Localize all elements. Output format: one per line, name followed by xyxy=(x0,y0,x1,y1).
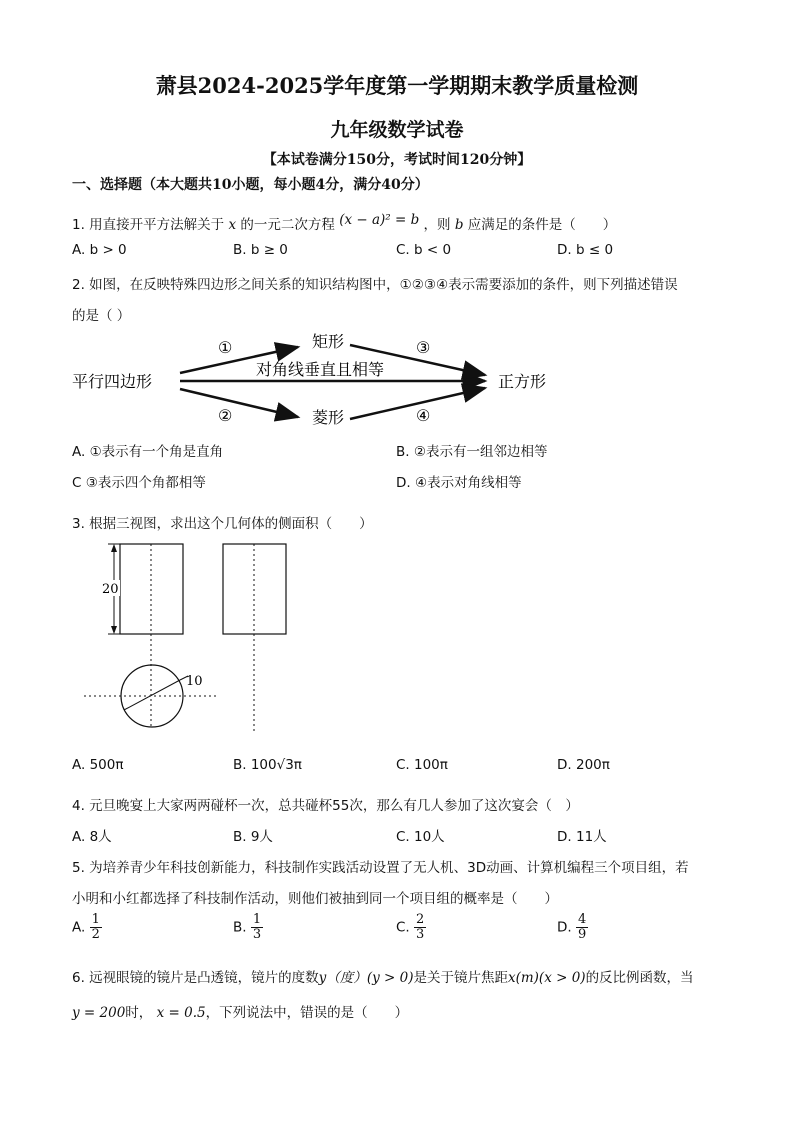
q6-y-degree: y（度） xyxy=(318,970,367,986)
exam-subtitle: 九年级数学试卷 xyxy=(330,119,464,141)
q4-option-b[interactable]: B. 9人 xyxy=(233,829,273,845)
fraction xyxy=(576,913,588,942)
option-label: B. xyxy=(233,919,247,936)
q3-option-a[interactable]: A. 500π xyxy=(72,757,124,773)
diagram-condition-4: ④ xyxy=(416,406,431,425)
q5-option-d[interactable] xyxy=(557,913,588,942)
question-1-stem xyxy=(72,213,616,233)
q2-option-a[interactable]: A. ①表示有一个角是直角 xyxy=(72,444,224,460)
diagram-rectangle-label: 矩形 xyxy=(312,332,345,351)
option-label: A. xyxy=(72,919,86,936)
quadrilateral-relation-diagram xyxy=(60,325,580,435)
question-2-stem-line1: 2. 如图，在反映特殊四边形之间关系的知识结构图中，①②③④表示需要添加的条件，则下列描述错误 xyxy=(72,277,678,293)
q1-equation: (x − a)² = b xyxy=(339,212,420,228)
q1-option-c[interactable]: C. b < 0 xyxy=(396,242,452,258)
exam-note: 【本试卷满分150分，考试时间120分钟】 xyxy=(262,152,532,168)
fraction xyxy=(90,913,102,942)
option-label: D. xyxy=(557,919,572,936)
q1-var-b: b xyxy=(454,217,464,233)
numerator: 1 xyxy=(91,912,100,927)
q1-var-x: x xyxy=(228,217,237,233)
question-6-stem-line1 xyxy=(72,966,694,986)
numerator: 2 xyxy=(416,912,425,927)
diagram-condition-2: ② xyxy=(218,406,233,425)
q4-option-c[interactable]: C. 10人 xyxy=(396,829,445,845)
q5-option-a[interactable] xyxy=(72,913,102,942)
q3-option-c[interactable]: C. 100π xyxy=(396,757,448,773)
question-5-stem-line1: 5. 为培养青少年科技创新能力，科技制作实践活动设置了无人机、3D动画、计算机编程三个项目组，若 xyxy=(72,860,689,876)
q2-option-c[interactable]: C ③表示四个角都相等 xyxy=(72,475,206,491)
q1-text-c: ，则 xyxy=(423,217,451,233)
q1-option-d[interactable]: D. b ≤ 0 xyxy=(557,242,614,258)
q1-option-a[interactable]: A. b > 0 xyxy=(72,242,127,258)
diagram-condition-1: ① xyxy=(218,338,233,357)
dim-arrow-up xyxy=(111,544,117,552)
numerator: 4 xyxy=(577,912,587,927)
q6-x-meters: x(m) xyxy=(507,970,539,986)
q4-option-d[interactable]: D. 11人 xyxy=(557,829,607,845)
q5-option-c[interactable] xyxy=(396,913,426,942)
radius-dimension-label: 10 xyxy=(186,674,203,689)
diagram-condition-3: ③ xyxy=(416,338,431,357)
question-5-stem-line2: 小明和小红都选择了科技制作活动，则他们被抽到同一个项目组的概率是（ ） xyxy=(72,891,558,907)
q2-option-b[interactable]: B. ②表示有一组邻边相等 xyxy=(396,444,548,460)
q1-option-b[interactable]: B. b ≥ 0 xyxy=(233,242,288,258)
denominator: 3 xyxy=(416,927,425,942)
denominator: 2 xyxy=(91,927,100,942)
dim-arrow-down xyxy=(111,626,117,634)
three-view-drawing xyxy=(78,538,298,738)
height-dimension-label: 20 xyxy=(102,582,119,597)
question-2-stem-line2: 的是（ ） xyxy=(72,308,131,324)
q6-text-c: 的反比例函数，当 xyxy=(585,970,694,986)
denominator: 9 xyxy=(577,927,587,942)
option-label: C. xyxy=(396,919,410,936)
q1-text-b: 的一元二次方程 xyxy=(240,217,335,233)
numerator: 1 xyxy=(252,912,262,927)
section-heading: 一、选择题（本大题共10小题，每小题4分，满分40分） xyxy=(72,177,429,193)
question-6-stem-line2 xyxy=(72,1001,408,1021)
question-3-stem: 3. 根据三视图，求出这个几何体的侧面积（ ） xyxy=(72,516,373,532)
fraction xyxy=(251,913,263,942)
q1-text-d: 应满足的条件是（ ） xyxy=(467,217,617,233)
diagram-rhombus-label: 菱形 xyxy=(312,408,345,427)
q6-text-d: 时， xyxy=(125,1005,153,1021)
q6-x-value: x = 0.5 xyxy=(156,1005,206,1021)
exam-title: 萧县2024-2025学年度第一学期期末教学质量检测 xyxy=(155,73,639,98)
denominator: 3 xyxy=(252,927,262,942)
q2-option-d[interactable]: D. ④表示对角线相等 xyxy=(396,475,522,491)
q6-text-a: 6. 远视眼镜的镜片是凸透镜，镜片的度数 xyxy=(72,970,319,986)
diagram-middle-condition: 对角线垂直且相等 xyxy=(256,360,385,379)
q3-option-d[interactable]: D. 200π xyxy=(557,757,610,773)
q1-text-a: 1. 用直接开平方法解关于 xyxy=(72,217,225,233)
q6-y-condition: (y > 0) xyxy=(366,970,414,986)
q6-text-b: 是关于镜片焦距 xyxy=(413,970,508,986)
q3-option-b[interactable]: B. 100√3π xyxy=(233,757,302,773)
q6-y-value: y = 200 xyxy=(72,1005,126,1021)
q4-option-a[interactable]: A. 8人 xyxy=(72,829,112,845)
diagram-parallelogram-label: 平行四边形 xyxy=(72,372,153,391)
q6-text-e: ，下列说法中，错误的是（ ） xyxy=(205,1005,409,1021)
q5-option-b[interactable] xyxy=(233,913,263,942)
diagram-square-label: 正方形 xyxy=(498,372,547,391)
top-view-diameter xyxy=(124,680,180,710)
question-4-stem: 4. 元旦晚宴上大家两两碰杯一次，总共碰杯55次，那么有几人参加了这次宴会（ ） xyxy=(72,798,579,814)
q6-x-condition: (x > 0) xyxy=(538,970,586,986)
arrow-to-rhombus xyxy=(180,389,298,417)
fraction xyxy=(414,913,426,942)
